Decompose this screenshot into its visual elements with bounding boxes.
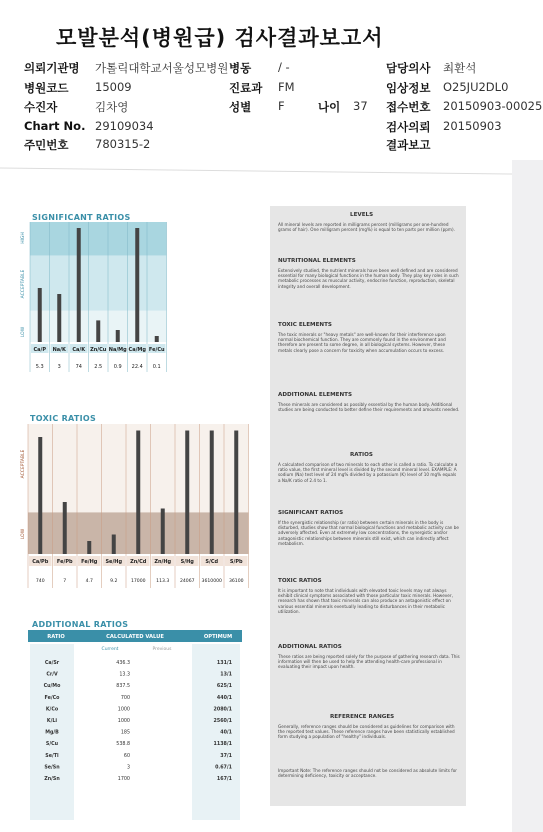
add-ratios-heading: ADDITIONAL RATIOS <box>278 644 342 650</box>
value-chart-no: 29109034 <box>95 119 154 133</box>
row-ratio: Zn/Sn <box>44 777 60 782</box>
ratios-text: A calculated comparison of two minerals to each other is called a ratio. To calculate a ratio value, the first mineral level is divided by the second mineral level. EXAMPLE: A sodium (Na) test level of 24 mg% divided by a potassium (K) level of 10 mg% equals a Na/K ratio of 2.4 to 1. <box>278 462 458 483</box>
bar <box>136 431 140 555</box>
value-sex: F <box>278 99 285 113</box>
levels-heading: LEVELS <box>350 212 374 218</box>
bar <box>77 228 81 342</box>
row-optimum: 167/1 <box>216 777 232 782</box>
row-ratio: S/Cu <box>45 742 59 748</box>
page-edge-strip <box>512 160 543 832</box>
sig-ratios-heading: SIGNIFICANT RATIOS <box>278 510 344 516</box>
value-age: 37 <box>353 99 368 113</box>
row-ratio: Se/Tl <box>45 753 59 759</box>
toxic-ratios-heading: TOXIC RATIOS <box>278 578 322 584</box>
label-ward: 병동 <box>229 61 252 75</box>
optimum-column-bg <box>192 644 240 820</box>
zone-high <box>30 222 167 256</box>
ratio-label: Se/Hg <box>105 559 123 565</box>
value-clinical-info: O25JU2DL0 <box>443 80 509 94</box>
value-resident-number: 780315-2 <box>95 137 151 151</box>
bar <box>87 541 91 554</box>
row-optimum: 625/1 <box>216 684 232 690</box>
bar <box>135 228 139 342</box>
label-result-report: 결과보고 <box>386 138 431 152</box>
ratio-label: Ca/P <box>33 347 47 353</box>
header-calculated: CALCULATED VALUE <box>106 634 164 640</box>
bar <box>116 330 120 342</box>
ratio-value: 3610000 <box>201 579 222 584</box>
ratio-label: S/Cd <box>205 559 219 565</box>
value-requesting-institution: 가톨릭대학교서울성모병원 <box>95 61 229 75</box>
row-optimum: 13/1 <box>220 672 232 678</box>
nutritional-text: Extensively studied, the nutrient minerals have been well defined and are considered essential for many biological functions in the human body. They play key roles in such metabolic processes as muscular activity, endocrine function, reproduction, skeletal integrity and overall development. <box>278 268 459 289</box>
bar <box>185 431 189 555</box>
row-current: 436.3 <box>116 661 130 666</box>
additional-elements-heading: ADDITIONAL ELEMENTS <box>278 392 352 398</box>
row-ratio: Mg/B <box>45 730 59 736</box>
label-chart-no: Chart No. <box>24 119 86 133</box>
additional-elements-text: These minerals are considered as possibly essential by the human body. Additional studies are being conducted to better define their requirements and amounts needed. <box>278 402 460 413</box>
row-optimum: 131/1 <box>216 661 232 666</box>
value-test-request: 20150903 <box>443 119 502 133</box>
ratio-label: Na/Mg <box>108 347 127 353</box>
row-optimum: 440/1 <box>216 695 232 701</box>
value-receipt-number: 20150903-00025 <box>443 99 543 113</box>
ratio-value: 24067 <box>179 579 195 584</box>
bar <box>161 509 165 555</box>
row-optimum: 37/1 <box>220 753 232 759</box>
row-current: 837.5 <box>116 684 130 690</box>
row-ratio: Cr/V <box>46 672 58 678</box>
subhead-previous: Previous <box>152 647 172 652</box>
ratio-label: Zn/Cu <box>90 347 107 353</box>
row-current: 3 <box>126 765 130 771</box>
ratio-label: S/Pb <box>229 559 243 565</box>
row-current: 1700 <box>117 777 130 782</box>
bar <box>38 288 42 342</box>
label-clinical-info: 임상정보 <box>386 81 431 95</box>
row-ratio: Cu/Mo <box>43 684 61 690</box>
bar <box>155 336 159 342</box>
label-test-request: 검사의뢰 <box>386 120 431 134</box>
zone-label: ACCEPTABLE <box>21 269 26 299</box>
label-receipt-number: 접수번호 <box>386 100 431 114</box>
ratios-heading: RATIOS <box>350 452 373 458</box>
zone-label: LOW <box>21 326 26 338</box>
nutritional-heading: NUTRITIONAL ELEMENTS <box>278 258 356 264</box>
ratio-value: 74 <box>75 364 82 370</box>
toxic-elements-heading: TOXIC ELEMENTS <box>278 322 332 328</box>
row-ratio: K/Li <box>46 719 58 724</box>
ratio-label: Ca/K <box>72 347 86 353</box>
ratio-value: 740 <box>35 579 45 584</box>
header-ratio: RATIO <box>47 634 65 640</box>
report-title: 모발분석(병원급) 검사결과보고서 <box>56 26 384 50</box>
ratio-label: Fe/Hg <box>81 559 98 565</box>
ratio-value: 7 <box>63 579 67 584</box>
label-department: 진료과 <box>229 81 263 95</box>
row-current: 700 <box>120 695 130 701</box>
bar <box>57 294 61 342</box>
ratio-value: 2.5 <box>94 364 103 370</box>
zone-acceptable <box>30 256 167 311</box>
ratio-label: Fe/Cu <box>148 347 165 353</box>
additional-ratios-title: ADDITIONAL RATIOS <box>32 620 129 629</box>
bar <box>112 535 116 555</box>
label-patient: 수진자 <box>24 100 58 114</box>
additional-ratios-table <box>0 630 250 830</box>
row-current: 60 <box>123 753 130 759</box>
ratio-value: 5.3 <box>35 364 44 370</box>
important-note-text: Important Note: The reference ranges should not be considered as absolute limits for determining deficiency, toxicity or acceptance. <box>278 768 458 779</box>
ratio-value: 0.1 <box>152 364 161 370</box>
ratio-label: S/Hg <box>180 559 194 565</box>
row-current: 185 <box>120 730 130 736</box>
toxic-ratios-title: TOXIC RATIOS <box>30 414 97 423</box>
ratio-value: 22.4 <box>131 364 143 370</box>
ratio-label: Zn/Hg <box>154 559 172 565</box>
label-sex: 성별 <box>229 100 252 114</box>
row-ratio: K/Co <box>45 707 59 713</box>
value-attending-physician: 최환석 <box>443 61 477 75</box>
row-current: 1000 <box>117 707 130 713</box>
row-optimum: 1138/1 <box>213 742 232 748</box>
row-optimum: 0.67/1 <box>215 765 232 771</box>
header-optimum: OPTIMUM <box>203 634 233 640</box>
label-age: 나이 <box>318 100 341 114</box>
bar <box>96 320 100 342</box>
ratio-label: Na/K <box>52 347 66 353</box>
zone-label: LOW <box>21 528 26 540</box>
bar <box>63 502 67 554</box>
explanation-panel <box>270 206 466 806</box>
report-header <box>0 0 543 160</box>
ratio-value: 113.3 <box>156 579 170 584</box>
scanned-report <box>0 160 543 832</box>
ratio-label: Zn/Cd <box>130 559 147 565</box>
ratio-value: 3 <box>57 364 61 370</box>
significant-ratios-title: SIGNIFICANT RATIOS <box>32 213 131 222</box>
label-requesting-institution: 의뢰기관명 <box>24 61 80 75</box>
reference-ranges-text: Generally, reference ranges should be considered as guidelines for comparison with the reported test values. These reference ranges have been statistically established form studying a population of "healthy" individuals. <box>278 724 455 740</box>
toxic-elements-text: The toxic minerals or "heavy metals" are well-known for their interference upon normal biochemical function. They are commonly found in the environment and therefore are present to some degree, in all biological systems. However, these metals clearly pose a concern for toxicity when accumulation occurs to excess. <box>278 332 446 353</box>
ratio-value: 4.7 <box>85 579 93 584</box>
row-ratio: Fe/Co <box>44 695 60 701</box>
row-optimum: 40/1 <box>220 730 232 736</box>
levels-text: All mineral levels are reported in milligrams percent (milligrams per one-hundred grams of hair). One milligram percent (mg%) is equal to ten parts per million (ppm). <box>278 222 455 233</box>
row-current: 1000 <box>117 719 130 724</box>
label-resident-number: 주민번호 <box>24 138 69 152</box>
zone-label: HIGH <box>21 232 26 244</box>
row-optimum: 2080/1 <box>213 707 232 713</box>
label-hospital-code: 병원코드 <box>24 81 69 95</box>
row-ratio: Se/Sn <box>44 765 60 771</box>
ratio-value: 36100 <box>228 579 244 584</box>
significant-ratios-chart <box>0 222 170 422</box>
ratio-label: Ca/Pb <box>32 559 49 565</box>
ratio-value: 9.2 <box>110 579 118 584</box>
ratio-label: Ca/Mg <box>128 347 146 353</box>
sig-ratios-text: If the synergistic relationship (or ratio) between certain minerals in the body is disturbed, studies show that normal biological functions and metabolic activity can be adversely affected. Even at extremely low concentrations, the synergistic and/or antagonistic relationships between minerals still exist, which can indirectly affect metabolism. <box>278 520 459 546</box>
bar <box>210 431 214 555</box>
bar <box>234 431 238 555</box>
value-department: FM <box>278 80 295 94</box>
ratio-value: 0.9 <box>113 364 122 370</box>
add-ratios-text: These ratios are being reported solely for the purpose of gathering research data. This information will then be used to help the attending health-care professional in evaluating their impact upon health. <box>278 654 460 670</box>
row-ratio: Ca/Sr <box>44 661 60 666</box>
row-optimum: 2560/1 <box>213 719 232 724</box>
zone-label: ACCEPTABLE <box>21 449 26 479</box>
toxic-ratios-text: It is important to note that individuals with elevated toxic levels may not always exhibit clinical symptoms associated with those particular toxic minerals. However, research has shown that toxic minerals can also produce an antagonistic effect on various essential minerals eventually leading to disturbances in their metabolic utilization. <box>278 588 453 614</box>
ratio-value: 17000 <box>130 579 146 584</box>
value-patient: 김차영 <box>95 100 129 114</box>
bar <box>38 437 42 554</box>
value-hospital-code: 15009 <box>95 80 132 94</box>
label-attending-physician: 담당의사 <box>386 61 431 75</box>
row-current: 538.8 <box>116 742 130 748</box>
subhead-current: Current <box>101 647 119 652</box>
row-current: 13.3 <box>119 672 130 678</box>
reference-ranges-heading: REFERENCE RANGES <box>330 714 395 720</box>
value-ward: / - <box>278 60 290 74</box>
toxic-ratios-chart <box>0 424 252 624</box>
ratio-label: Fe/Pb <box>56 559 73 565</box>
